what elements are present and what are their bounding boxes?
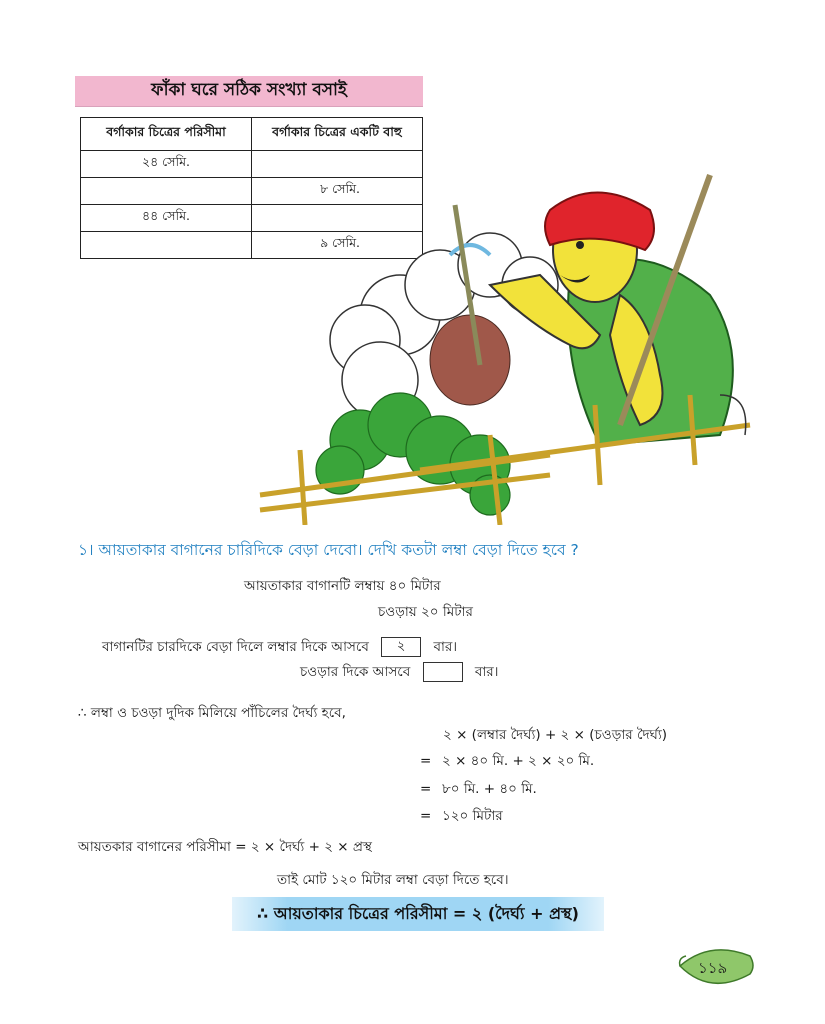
section-heading: ফাঁকা ঘরে সঠিক সংখ্যা বসাই <box>75 76 423 107</box>
problem-statement: ১। আয়তাকার বাগানের চারিদিকে বেড়া দেবো। দেখি কতটা লম্বা বেড়া দিতে হবে ? <box>78 541 579 559</box>
formula-banner: ∴ আয়তাকার চিত্রের পরিসীমা = ২ (দৈর্ঘ্য + প্রস্থ) <box>232 897 604 931</box>
farmer-fence-illustration <box>250 165 770 525</box>
answer-box-length[interactable]: ২ <box>381 637 421 657</box>
table-header-row <box>81 118 423 151</box>
fence-width-line <box>300 661 499 684</box>
table-cell <box>81 232 252 259</box>
times-label: বার। <box>433 639 458 655</box>
calc-step-1-text: ২ × ৪০ মি. + ২ × ২০ মি. <box>442 753 595 769</box>
fence-width-prefix: চওড়ার দিকে আসবে <box>300 664 411 680</box>
equals-sign: = <box>420 781 432 797</box>
perimeter-rule: আয়তকার বাগানের পরিসীমা = ২ × দৈর্ঘ্য + ২ × প্রস্থ <box>78 839 372 855</box>
table-cell: ৮ সেমি. <box>252 178 423 205</box>
calc-step-0: ২ × (লম্বার দৈর্ঘ্য) + ২ × (চওড়ার দৈর্ঘ্য) <box>443 727 668 743</box>
calc-step-1 <box>420 750 594 773</box>
length-line: আয়তাকার বাগানটি লম্বায় ৪০ মিটার <box>244 578 441 594</box>
table-header-perimeter: বর্গাকার চিত্রের পরিসীমা <box>81 118 252 151</box>
calc-step-3-text: ১২০ মিটার <box>442 808 503 824</box>
equals-sign: = <box>420 753 432 769</box>
page-number <box>676 944 756 990</box>
answer-box-width[interactable] <box>423 662 463 682</box>
therefore-line: ∴ লম্বা ও চওড়া দুদিক মিলিয়ে পাঁচিলের দৈর্ঘ্য হবে, <box>78 705 346 721</box>
times-label: বার। <box>474 664 499 680</box>
equals-sign: = <box>420 808 432 824</box>
table-cell: ২৪ সেমি. <box>81 151 252 178</box>
calc-step-2-text: ৮০ মি. + ৪০ মি. <box>442 781 537 797</box>
table-cell <box>81 178 252 205</box>
calc-step-2 <box>420 778 537 801</box>
table-cell: ৪৪ সেমি. <box>81 205 252 232</box>
calc-step-3 <box>420 805 503 828</box>
table-header-side: বর্গাকার চিত্রের একটি বাহু <box>252 118 423 151</box>
width-line: চওড়ায় ২০ মিটার <box>378 604 473 620</box>
fence-length-prefix: বাগানটির চারদিকে বেড়া দিলে লম্বার দিকে আসবে <box>102 639 369 655</box>
table-cell: ৯ সেমি. <box>252 232 423 259</box>
page-number-text: ১১৯ <box>698 959 728 977</box>
conclusion: তাই মোট ১২০ মিটার লম্বা বেড়া দিতে হবে। <box>277 872 509 888</box>
fence-length-line <box>102 636 457 659</box>
